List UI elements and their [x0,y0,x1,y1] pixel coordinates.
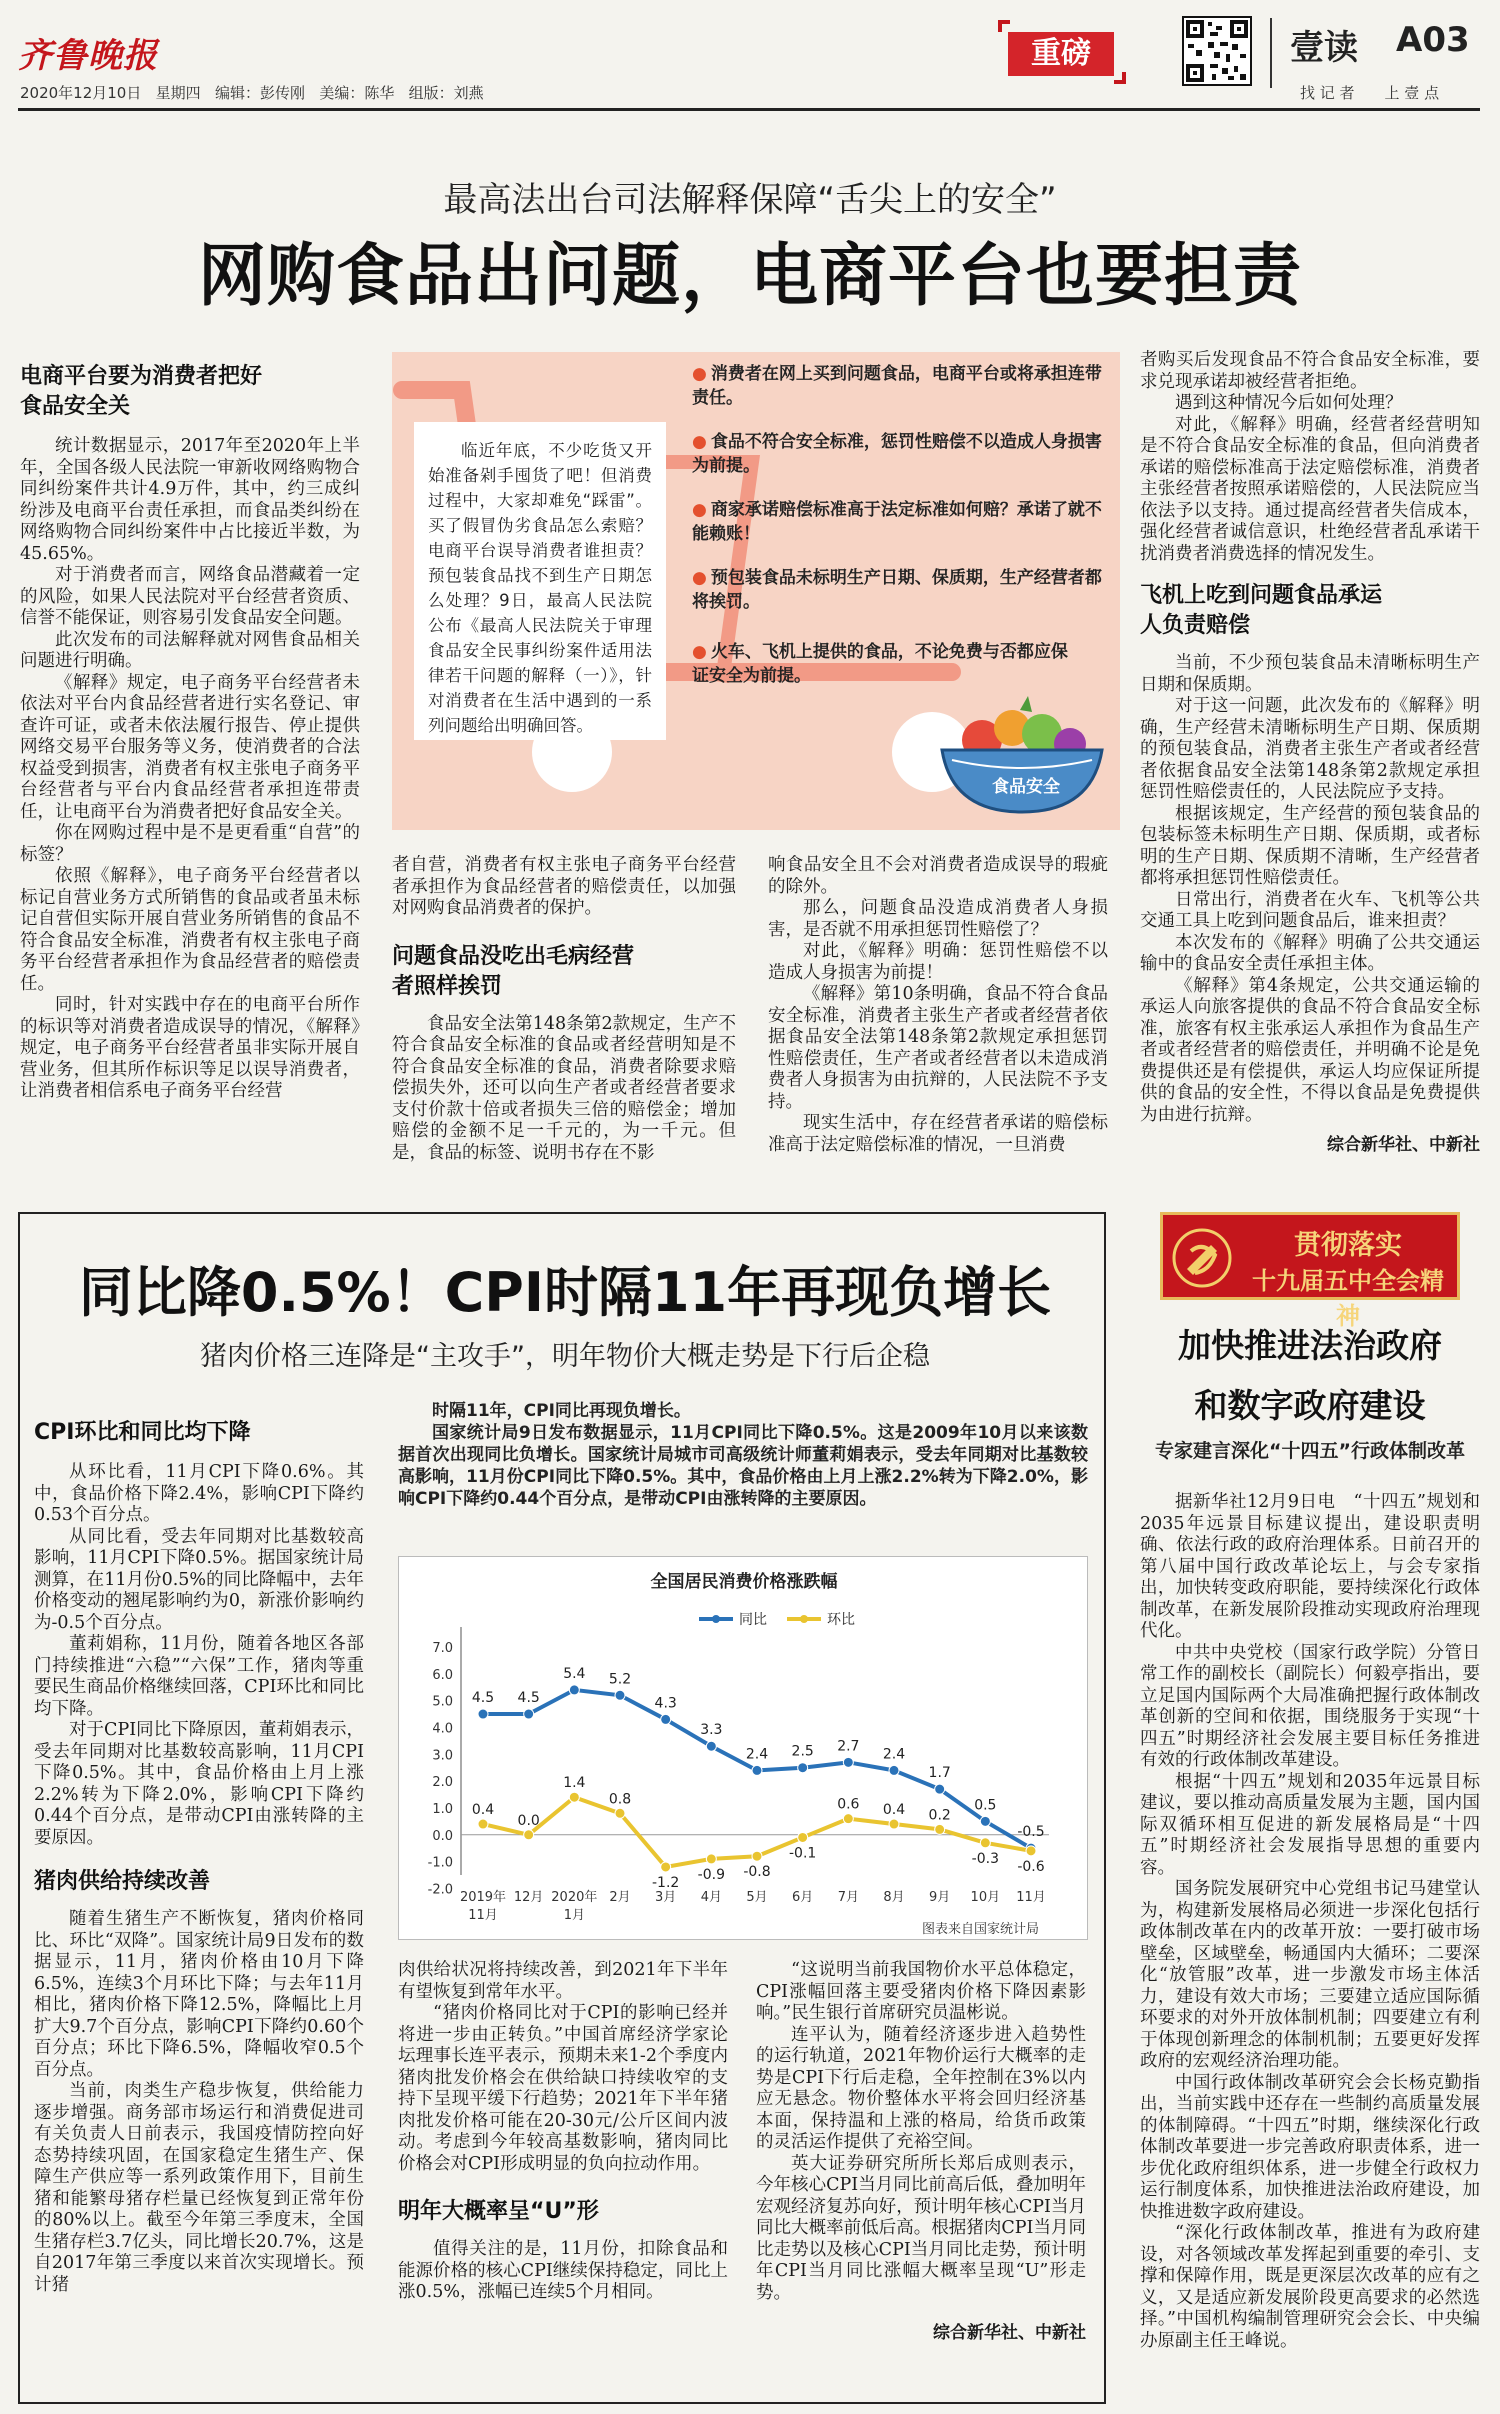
x-tick-label: 5月 [746,1890,768,1905]
story1-column-4: 者购买后发现食品不符合食品安全标准，要求兑现承诺却被经营者拒绝。 遇到这种情况今后如何处理？ 对此，《解释》明确，经营者经营明知是不符合食品安全标准的食品，但向消费者承诺的赔偿标准高于法定赔偿标准，消费者主张经营者按照承诺赔偿的，人民法院应当依法予以支持。通过提高经营者失信成本，强化经营者诚信意识，杜绝经营者乱承诺干扰消费者消费选择的情况发生。 飞机上吃到问题食品承运人负责赔偿 当前，不少预包装食品未清晰标明生产日期和保质期。 对于这一问题，此次发布的《解释》明确，生产经营未清晰标明生产日期、保质期的预包装食品，消费者主张生产者或者经营者依据食品安全法第148条第2款规定承担惩罚性赔偿责任的，人民法院应予支持。 根据该规定，生产经营的预包装食品的包装标签未标明生产日期、保质期，或者标明的生产日期、保质期不清晰，生产经营者都将承担惩罚性赔偿责任。 日常出行，消费者在火车、飞机等公共交通工具上吃到问题食品后，谁来担责？ 本次发布的《解释》明确了公共交通运输中的食品安全责任承担主体。 《解释》第4条规定，公共交通运输的承运人向旅客提供的食品不符合食品安全标准，旅客有权主张承运人承担作为食品生产者或者经营者的赔偿责任，并明确不论是免费提供还是有偿提供，承运人均应保证所提供的食品的安全性，不得以食品是免费提供为由进行抗辩。 综合新华社、中新社 [1140,350,1480,1155]
x-tick-label: 2月 [609,1890,631,1905]
data-label: 1.7 [928,1765,951,1782]
data-point [935,1784,945,1794]
story2-subhead-1: CPI环比和同比均下降 [34,1420,251,1445]
story1-column-3: 响食品安全且不会对消费者造成误导的瑕疵的除外。 那么，问题食品没造成消费者人身损害，是否就不用承担惩罚性赔偿了？ 对此，《解释》明确：惩罚性赔偿不以造成人身损害为前提！ 《解释》第10条明确，食品不符合食品安全标准，消费者主张生产者或者经营者依据食品安全法第148条第2款规定承担惩罚性赔偿责任，生产者或者经营者以未造成消费者人身损害为由抗辩的，人民法院不予支持。 现实生活中，存在经营者承诺的赔偿标准高于法定赔偿标准的情况，一旦消费 [768,855,1108,1155]
story3-headline-1: 加快推进法治政府 [1178,1326,1442,1365]
data-point [889,1765,899,1775]
story3-headline-2: 和数字政府建设 [1194,1386,1426,1425]
x-tick-label: 3月 [655,1890,677,1905]
x-tick-label: 8月 [883,1890,905,1905]
legend-marker [712,1615,720,1623]
data-label: -1.2 [652,1874,680,1891]
data-label: -0.9 [697,1866,725,1883]
cpi-line-chart [399,1557,1089,1941]
data-point [478,1819,488,1829]
data-point [1026,1846,1036,1856]
party-emblem-icon [1171,1227,1233,1289]
data-label: -0.1 [789,1845,817,1862]
y-tick-label: 6.0 [432,1667,453,1683]
data-point [569,1792,579,1802]
story2-signoff: 综合新华社、中新社 [933,2323,1086,2343]
banner-line-1: 贯彻落实 [1294,1230,1402,1261]
data-label: 0.0 [517,1812,540,1829]
y-tick-label: 2.0 [432,1775,453,1791]
bowl-label: 食品安全 [992,777,1060,797]
data-point [980,1816,990,1826]
story2-subhead-3: 明年大概率呈“U”形 [398,2199,599,2224]
y-tick-label: -2.0 [427,1882,453,1898]
x-tick-label: 1月 [563,1908,585,1923]
story3-body: 据新华社12月9日电 “十四五”规划和2035年远景目标建议提出，建设职责明确、依法行政的政府治理体系。日前召开的第八届中国行政改革论坛上，与会专家指出，加快转变政府职能，要持续深化行政体制改革，在新发展阶段推动实现政府治理现代化。 中共中央党校（国家行政学院）分管日常工作的副校长（副院长）何毅亭指出，要立足国内国际两个大局准确把握行政体制改革创新的空间和依据，围绕服务于实现“十四五”时期经济社会发展主要目标任务推进有效的行政体制改革建设。 根据“十四五”规划和2035年远景目标建议，要以推动高质量发展为主题，国内国际双循环相互促进的新发展格局是“十四五”时期经济社会发展指导思想的重要内容。 国务院发展研究中心党组书记马建堂认为，构建新发展格局必须进一步深化包括行政体制改革在内的改革开放：一要打破市场壁垒，区域壁垒，畅通国内大循环；二要深化“放管服”改革，进一步激发市场主体活力，建设有效大市场；三要建立适应国际循环要求的对外开放体制机制；四要建立有利于体现创新理念的体制机制；五要更好发挥政府的宏观经济治理功能。 中国行政体制改革研究会会长杨克勤指出，当前实践中还存在一些制约高质量发展的体制障碍。“十四五”时期，继续深化行政体制改革要进一步完善政府职责体系，进一步优化政府组织体系，进一步健全行政权力运行制度体系，加快推进法治政府建设，加快推进数字政府建设。 “深化行政体制改革，推进有为政府建设，对各领域改革发挥起到重要的牵引、支撑和保障作用，既是更深层次改革的应有之义，又是适应新发展阶段更高要求的必然选择。”中国机构编制管理研究会会长、中央编办原副主任王峰说。 [1140,1492,1480,2351]
data-point [661,1862,671,1872]
x-tick-label: 11月 [468,1908,498,1923]
story2-lead: 时隔11年，CPI同比再现负增长。 国家统计局9日发布数据显示，11月CPI同比下降0.5%。这是2009年10月以来该数据首次出现同比负增长。国家统计局城市司高级统计师董莉娟表示，受去年同期对比基数较高影响，11月份CPI同比下降0.5%。其中，食品价格由上月上涨2.2%转为下降2.0%，影响CPI下降约0.44个百分点，是带动CPI由涨转降的主要原因。 [398,1401,1088,1509]
data-label: 0.5 [974,1797,997,1814]
story1-signoff: 综合新华社、中新社 [1327,1135,1480,1155]
data-label: 5.4 [563,1665,586,1682]
data-point [615,1690,625,1700]
key-point: ● 食品不符合安全标准，惩罚性赔偿不以造成人身损害为前提。 [692,432,1102,476]
x-tick-label: 12月 [513,1890,544,1905]
designer-credit: 美编：陈华 [319,84,395,102]
editor-credit: 编辑：彭传刚 [215,84,306,102]
x-tick-label: 4月 [700,1890,722,1905]
data-point [935,1824,945,1834]
data-label: 2.4 [745,1746,769,1763]
data-label: -0.5 [1017,1824,1045,1841]
y-tick-label: 4.0 [432,1721,453,1737]
data-label: 1.4 [563,1775,586,1792]
legend-label: 同比 [739,1612,767,1628]
data-label: -0.8 [743,1864,771,1881]
y-tick-label: 3.0 [432,1748,453,1764]
story1-subhead-2: 问题食品没吃出毛病经营者照样挨罚 [392,943,635,999]
story1-subhead-1: 电商平台要为消费者把好食品安全关 [20,364,263,419]
campaign-banner [1160,1212,1460,1330]
chart-title: 全国居民消费价格涨跌幅 [650,1572,838,1592]
qr-code-icon[interactable] [1182,16,1252,86]
key-point: ● 消费者在网上买到问题食品，电商平台或将承担连带责任。 [692,364,1102,408]
x-tick-label: 11月 [1016,1890,1046,1905]
legend-label: 环比 [827,1612,855,1628]
x-tick-label: 2020年 [551,1890,598,1905]
data-label: 4.5 [471,1690,495,1707]
key-points-list [692,362,1106,708]
story1-kicker: 最高法出台司法解释保障“舌尖上的安全” [443,180,1057,220]
section-name: 壹读 [1290,28,1358,68]
y-tick-label: 7.0 [432,1641,453,1656]
data-point [661,1714,671,1724]
data-point [798,1832,808,1842]
story2-headline: 同比降0.5%！CPI时隔11年再现负增长 [78,1261,1052,1324]
data-label: 3.3 [700,1722,723,1739]
data-label: 0.2 [928,1807,951,1824]
story2-column-1: CPI环比和同比均下降 从环比看，11月CPI下降0.6%。其中，食品价格下降2.4%，影响CPI下降约0.53个百分点。 从同比看，受去年同期对比基数较高影响，11月CPI下降0.5%。据国家统计局测算，在11月份0.5%的同比降幅中，去年价格变动的翘尾影响约为0，新涨价影响约为-0.5个百分点。 董莉娟称，11月份，随着各地区各部门持续推进“六稳”“六保”工作，猪肉等重要民生商品价格继续回落，CPI环比和同比均下降。 对于CPI同比下降原因，董莉娟表示，受去年同期对比基数较高影响，11月CPI下降0.5%。其中，食品价格由上月上涨2.2%转为下降2.0%，影响CPI下降约0.44个百分点，是带动CPI由涨转降的主要原因。 猪肉供给持续改善 随着生猪生产不断恢复，猪肉价格同比、环比“双降”。国家统计局9日发布的数据显示，11月，猪肉价格由10月下降6.5%，连续3个月环比下降；与去年11月相比，猪肉价格下降12.5%，降幅比上月扩大9.7个百分点，影响CPI下降约0.60个百分点；环比下降6.5%，降幅收窄0.5个百分点。 当前，肉类生产稳步恢复，供给能力逐步增强。商务部市场运行和消费促进司有关负责人日前表示，我国疫情防控向好态势持续巩固，在国家稳定生猪生产、保障生产供应等一系列政策作用下，目前生猪和能繁母猪存栏量已经恢复到正常年份的80%以上。截至今年第三季度末，全国生猪存栏3.7亿头，同比增长20.7%，这是自2017年第三季度以来首次实现增长。预计猪 [34,1420,364,2295]
data-point [706,1854,716,1864]
data-point [980,1838,990,1848]
story1-column-2: 者自营，消费者有权主张电子商务平台经营者承担作为食品经营者的赔偿责任，以加强对网购食品消费者的保护。 问题食品没吃出毛病经营者照样挨罚 食品安全法第148条第2款规定，生产不符合食品安全标准的食品或者经营明知是不符合食品安全标准的食品，消费者除要求赔偿损失外，还可以向生产者或者经营者要求支付价款十倍或者损失三倍的赔偿金；增加赔偿的金额不足一千元的，为一千元。但是，食品的标签、说明书存在不影 [392,855,736,1163]
key-point: ● 商家承诺赔偿标准高于法定标准如何赔？承诺了就不能赖账！ [692,500,1102,544]
story1-column-1 [20,362,360,1103]
issue-date: 2020年12月10日 [20,84,142,102]
data-point [843,1757,853,1767]
page-number: A03 [1396,20,1470,60]
story1-subhead-3: 飞机上吃到问题食品承运人负责赔偿 [1140,583,1383,638]
data-label: 0.6 [837,1796,860,1813]
data-point [524,1709,534,1719]
masthead-divider [1270,18,1272,88]
data-label: 4.3 [654,1695,677,1712]
data-point [798,1763,808,1773]
cpi-chart-panel [398,1556,1088,1940]
data-point [478,1709,488,1719]
section-tag [998,20,1126,84]
key-point: ● 预包装食品未标明生产日期、保质期，生产经营者都将挨罚。 [692,568,1102,612]
data-label: 0.4 [882,1802,906,1819]
data-label: 4.5 [517,1690,540,1707]
x-tick-label: 7月 [837,1890,859,1905]
issue-weekday: 星期四 [155,84,201,102]
data-label: 2.7 [837,1738,860,1755]
data-point [615,1808,625,1818]
masthead-info [20,82,484,103]
data-label: -0.3 [971,1850,999,1867]
intro-box [414,422,666,740]
story1-col1-text: 统计数据显示，2017年至2020年上半年，全国各级人民法院一审新收网络购物合同纠纷案件共计4.9万件，其中，约三成纠纷涉及电商平台责任承担，而食品类纠纷在网络购物合同纠纷案件中占比接近半数，为45.65%。 对于消费者而言，网络食品潜藏着一定的风险，如果人民法院对平台经营者资质、信誉不能保证，则容易引发食品安全问题。 此次发布的司法解释就对网售食品相关问题进行明确。 《解释》规定，电子商务平台经营者未依法对平台内食品经营者进行实名登记、审查许可证，或者未依法履行报告、停止提供网络交易平台服务等义务，使消费者的合法权益受到损害，消费者有权主张电子商务平台经营者与平台内食品经营者承担连带责任，让电商平台为消费者把好食品安全关。 你在网购过程中是不是更看重“自营”的标签？ 依照《解释》，电子商务平台经营者以标记自营业务方式所销售的食品或者虽未标记自营但实际开展自营业务所销售的食品不符合食品安全标准，消费者有权主张电子商务平台经营者承担作为食品经营者的赔偿责任。 同时，针对实践中存在的电商平台所作的标识等对消费者造成误导的情况，《解释》规定，电子商务平台经营者虽非实际开展自营业务，但其所作标识等足以误导消费者，让消费者相信系电子商务平台经营 [20,436,360,1101]
story2-column-3: “这说明当前我国物价水平总体稳定，CPI涨幅回落主要受猪肉价格下降因素影响。”民生银行首席研究员温彬说。 连平认为，随着经济逐步进入趋势性的运行轨道，2021年物价运行大概率的走势是CPI下行后走稳，全年控制在3%以内应无悬念。物价整体水平将会回归经济基本面，保持温和上涨的格局，给货币政策的灵活运作提供了充裕空间。 英大证券研究所所长郑后成则表示，今年核心CPI当月同比前高后低，叠加明年宏观经济复苏向好，预计明年核心CPI当月同比大概率前低后高。根据猪肉CPI当月同比走势以及核心CPI当月同比走势，预计明年CPI当月同比涨幅大概率呈现“U”形走势。 综合新华社、中新社 [756,1960,1086,2343]
story1-infographic [392,352,1120,830]
masthead-rule [18,108,1480,111]
x-tick-label: 9月 [929,1890,951,1905]
proof-credit: 组版：刘燕 [408,84,484,102]
data-point [706,1741,716,1751]
data-label: 5.2 [608,1671,632,1688]
x-tick-label: 2019年 [459,1890,507,1905]
section-tag-label: 重磅 [1008,32,1114,76]
masthead-slogan: 找 记 者 上 壹 点 [1300,84,1440,102]
data-label: -0.6 [1017,1858,1045,1875]
story1-headline: 网购食品出问题，电商平台也要担责 [197,237,1302,316]
data-point [843,1814,853,1824]
data-label: 2.5 [791,1743,814,1760]
data-label: 0.8 [608,1791,632,1808]
data-point [752,1765,762,1775]
food-bowl-icon [932,690,1112,820]
legend-marker [800,1615,808,1623]
banner-line-2: 十九届五中全会精神 [1252,1267,1444,1330]
x-tick-label: 10月 [970,1890,1001,1905]
story2-subhead-2: 猪肉供给持续改善 [34,1869,211,1894]
y-tick-label: 1.0 [432,1801,453,1817]
data-label: 2.4 [882,1746,906,1763]
key-point: ● 火车、飞机上提供的食品，不论免费与否都应保证安全为前提。 [692,642,1068,686]
story3-subtitle: 专家建言深化“十四五”行政体制改革 [1155,1440,1465,1462]
story2-column-2: 肉供给状况将持续改善，到2021年下半年有望恢复到常年水平。 “猪肉价格同比对于CPI的影响已经并将进一步由正转负。”中国首席经济学家论坛理事长连平表示，预期未来1-2个季度内猪肉批发价格会在供给缺口持续收窄的支持下呈现平缓下行趋势；2021年下半年猪肉批发价格可能在20-30元/公斤区间内波动。考虑到今年较高基数影响，猪肉同比价格会对CPI形成明显的负向拉动作用。 明年大概率呈“U”形 值得关注的是，11月份，扣除食品和能源价格的核心CPI继续保持稳定，同比上涨0.5%，涨幅已连续5个月相同。 [398,1960,728,2302]
y-tick-label: 5.0 [432,1694,453,1710]
intro-box-text: 临近年底，不少吃货又开始准备剁手囤货了吧！但消费过程中，大家却难免“踩雷”。买了假冒伪劣食品怎么索赔？电商平台误导消费者谁担责？预包装食品找不到生产日期怎么处理？9日，最高人民法院公布《最高人民法院关于审理食品安全民事纠纷案件适用法律若干问题的解释（一）》，针对消费者在生活中遇到的一系列问题给出明确回答。 [428,441,652,735]
y-tick-label: -1.0 [427,1855,453,1871]
data-label: 0.4 [471,1802,495,1819]
data-point [524,1830,534,1840]
data-point [752,1851,762,1861]
data-point [569,1685,579,1695]
y-tick-label: 0.0 [432,1828,453,1844]
x-tick-label: 6月 [792,1890,814,1905]
newspaper-logo: 齐鲁晚报 [18,36,158,76]
chart-source: 图表来自国家统计局 [921,1922,1039,1937]
data-point [889,1819,899,1829]
story2-subtitle: 猪肉价格三连降是“主攻手”，明年物价大概走势是下行后企稳 [200,1341,930,1372]
